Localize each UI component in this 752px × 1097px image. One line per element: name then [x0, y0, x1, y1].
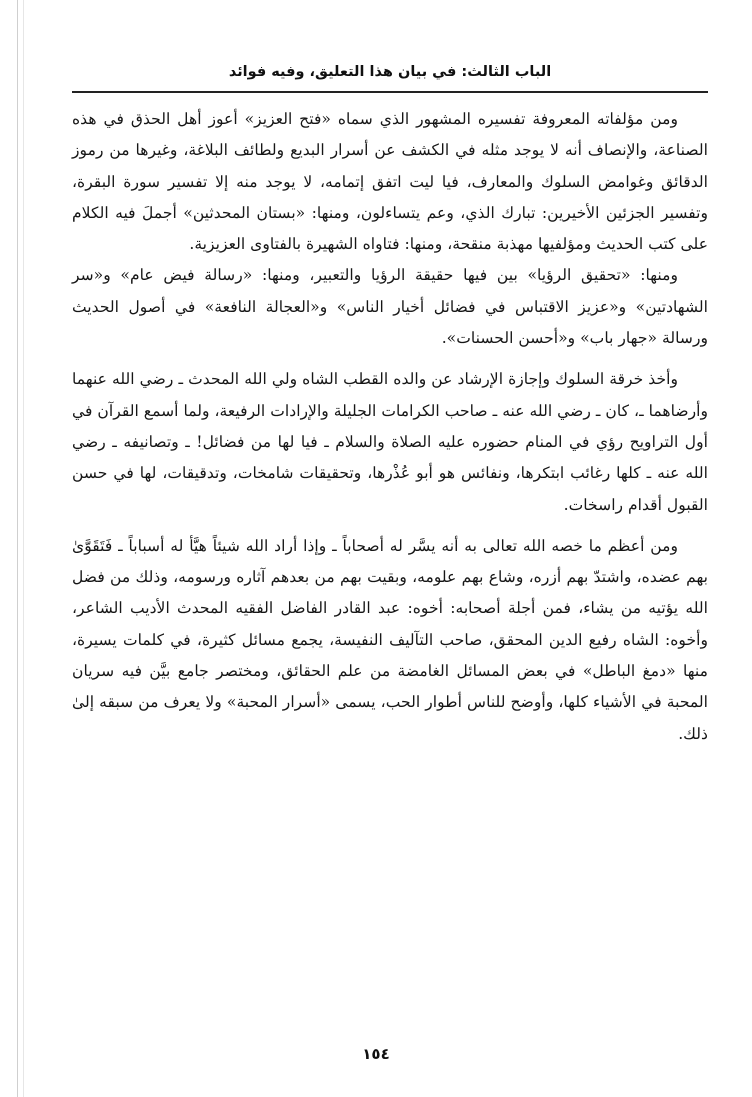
paragraph: ومن مؤلفاته المعروفة تفسيره المشهور الذي سماه «فتح العزيز» أعوز أهل الحذق في هذه الصناعة، والإنصاف أنه لا يوجد مثله في الكشف عن أسرار البديع ولطائف البلاغة، وغيرها من رموز الدقائق وغوامض السلوك والمعارف، فيا ليت اتفق إتمامه، لا يوجد منه إلا تفسير سورة البقرة، وتفسير الجزئين الأخيرين: تبارك الذي، وعم يتساءلون، ومنها: «بستان المحدثين» أجملَ فيه الكلام على كتب الحديث ومؤلفيها مهذبة منقحة، ومنها: فتاواه الشهيرة بالفتاوى العزيزية. — [72, 110, 708, 254]
scan-edge-line — [23, 0, 24, 1097]
running-head: الباب الثالث: في بيان هذا التعليق، وفيه فوائد — [228, 64, 552, 80]
page-number: ١٥٤ — [362, 1045, 390, 1063]
paragraph: ومن أعظم ما خصه الله تعالى به أنه يسَّر له أصحاباً ـ وإذا أراد الله شيئاً هيَّأ له أسباباً ـ فَتَقَوَّىٰ بهم عضده، واشتدّ بهم أزره، وشاع بهم علومه، وبقيت بهم من بعدهم آثاره ورسومه، وذلك من فضل الله يؤتيه من يشاء، فمن أجلة أصحابه: أخوه: عبد القادر الفاضل الفقيه المحدث الأديب الشاعر، وأخوه: الشاه رفيع الدين المحقق، صاحب التآليف النفيسة، يجمع مسائل كثيرة، في كلمات يسيرة، منها «دمغ الباطل» في بعض المسائل الغامضة من علم الحقائق، ومختصر جامع بيَّن فيه سريان المحبة في الأشياء كلها، وأوضح للناس أطوار الحب، يسمى «أسرار المحبة» ولا يعرف من سبقه إلىٰ ذلك. — [72, 536, 708, 743]
paragraph: ومنها: «تحقيق الرؤيا» بين فيها حقيقة الرؤيا والتعبير، ومنها: «رسالة فيض عام» و«سر الشهادتين» و«عزيز الاقتباس في فضائل أخيار الناس» و«العجالة النافعة» في أصول الحديث ورسالة «جهار باب» و«أحسن الحسنات». — [72, 266, 708, 348]
paragraph: وأخذ خرقة السلوك وإجازة الإرشاد عن والده القطب الشاه ولي الله المحدث ـ رضي الله عنهما وأرضاهما ـ، كان ـ رضي الله عنه ـ صاحب الكرامات الجليلة والإرادات الرفيعة، ولما أسمع القرآن في أول التراويح رؤي في المنام حضوره عليه الصلاة والسلام ـ فيا لها من فضائل! ـ وتصانيفه ـ رضي الله عنه ـ كلها رغائب ابتكرها، ونفائس هو أبو عُذْرها، وتحقيقات شامخات، وتدقيقات، لها في حسن القبول أقدام راسخات. — [72, 370, 708, 514]
body-text — [72, 104, 708, 750]
header-divider — [72, 91, 708, 93]
scan-edge-line — [17, 0, 18, 1097]
